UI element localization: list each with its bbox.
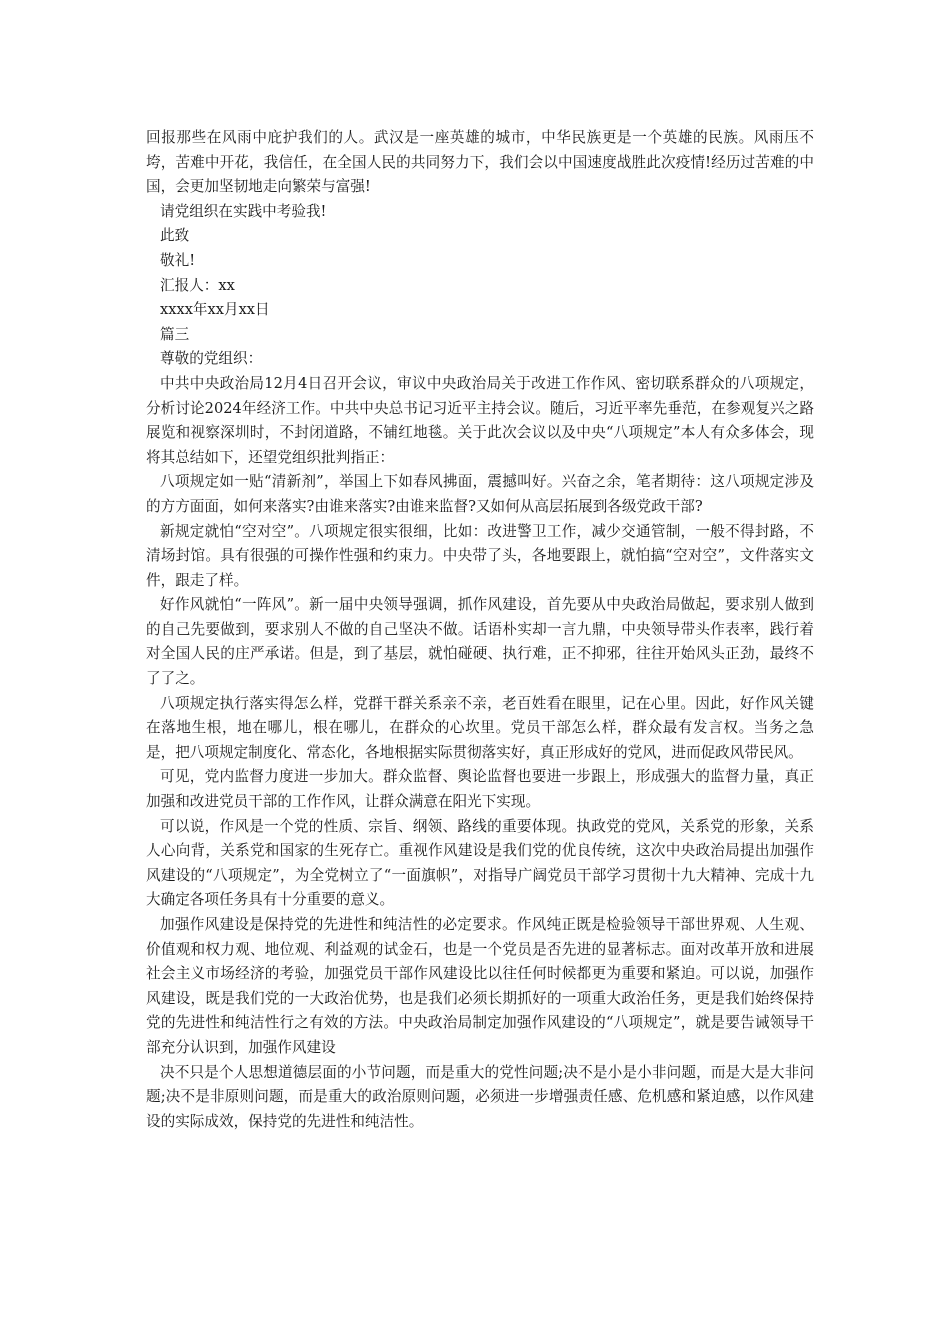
- report-date: xxxx年xx月xx日: [160, 301, 270, 319]
- paragraph-supervision: 可见，党内监督力度进一步加大。群众监督、舆论监督也要进一步跟上，形成强大的监督力量，真正加强和改进党员干部的工作作风，让群众满意在阳光下实现。: [146, 768, 814, 811]
- paragraph-1: 回报那些在风雨中庇护我们的人。武汉是一座英雄的城市，中华民族更是一个英雄的民族。风雨压不垮，苦难中开花，我信任，在全国人民的共同努力下，我们会以中国速度战胜此次疫情!经历过苦难的中国，会更加坚韧地走向繁荣与富强!: [146, 129, 814, 196]
- paragraph-style-nature: 可以说，作风是一个党的性质、宗旨、纲领、路线的重要体现。执政党的党风，关系党的形象，关系人心向背，关系党和国家的生死存亡。重视作风建设是我们党的优良传统，这次中央政治局提出加强作风建设的“八项规定”，为全党树立了“一面旗帜”，对指导广阔党员干部学习贯彻十九大精神、完成十九大确定各项任务具有十分重要的意义。: [146, 817, 814, 909]
- closing-regards: 敬礼!: [160, 251, 196, 269]
- paragraph-gust: 好作风就怕“一阵风”。新一届中央领导强调，抓作风建设，首先要从中央政治局做起，要求别人做到的自己先要做到，要求别人不做的自己坚决不做。话语朴实却一言九鼎，中央领导带头作表率，践行着对全国人民的庄严承诺。但是，到了基层，就怕碰硬、执行难，正不抑邪，往往开始风头正劲，最终不了了之。: [146, 596, 814, 688]
- paragraph-empty-talk: 新规定就怕“空对空”。八项规定很实很细，比如：改进警卫工作，减少交通管制，一般不得封路，不清场封馆。具有很强的可操作性强和约束力。中央带了头，各地要跟上，就怕搞“空对空”，文件落实文件，跟走了样。: [146, 522, 814, 589]
- letter-greeting: 尊敬的党组织：: [160, 350, 263, 368]
- paragraph-requirement: 加强作风建设是保持党的先进性和纯洁性的必定要求。作风纯正既是检验领导干部世界观、人生观、价值观和权力观、地位观、利益观的试金石，也是一个党员是否先进的显著标志。面对改革开放和进展社会主义市场经济的考验，加强党员干部作风建设比以往任何时候都更为重要和紧迫。可以说，加强作风建设，既是我们党的一大政治优势，也是我们必须长期抓好的一项重大政治任务，更是我们始终保持党的先进性和纯洁性行之有效的方法。中央政治局制定加强作风建设的“八项规定”，就是要告诫领导干部充分认识到，加强作风建设: [146, 916, 814, 1056]
- paragraph-refreshing: 八项规定如一贴“清新剂”，举国上下如春风拂面，震撼叫好。兴奋之余，笔者期待：这八项规定涉及的方方面面，如何来落实?由谁来落实?由谁来监督?又如何从高层拓展到各级党政干部?: [146, 473, 814, 515]
- closing-salutation: 此致: [160, 227, 190, 245]
- paragraph-request: 请党组织在实践中考验我!: [160, 202, 327, 220]
- paragraph-meeting: 中共中央政治局12月4日召开会议，审议中央政治局关于改进工作作风、密切联系群众的八项规定，分析讨论2024年经济工作。中共中央总书记习近平主持会议。随后，习近平率先垂范，在参观复兴之路展览和视察深圳时，不封闭道路，不铺红地毯。关于此次会议以及中央“八项规定”本人有众多体会，现将其总结如下，还望党组织批判指正：: [146, 374, 814, 466]
- paragraph-implementation: 八项规定执行落实得怎么样，党群干群关系亲不亲，老百姓看在眼里，记在心里。因此，好作风关键在落地生根，地在哪儿，根在哪儿，在群众的心坎里。党员干部怎么样，群众最有发言权。当务之急是，把八项规定制度化、常态化，各地根据实际贯彻落实好，真正形成好的党风，进而促政风带民风。: [146, 694, 814, 761]
- reporter-name: 汇报人：xx: [160, 276, 235, 294]
- document-body: [146, 126, 814, 1134]
- section-heading: 篇三: [160, 325, 190, 343]
- paragraph-conclusion: 决不只是个人思想道德层面的小节问题，而是重大的党性问题;决不是小是小非问题，而是大是大非问题;决不是非原则问题，而是重大的政治原则问题，必须进一步增强责任感、危机感和紧迫感，以作风建设的实际成效，保持党的先进性和纯洁性。: [146, 1063, 814, 1130]
